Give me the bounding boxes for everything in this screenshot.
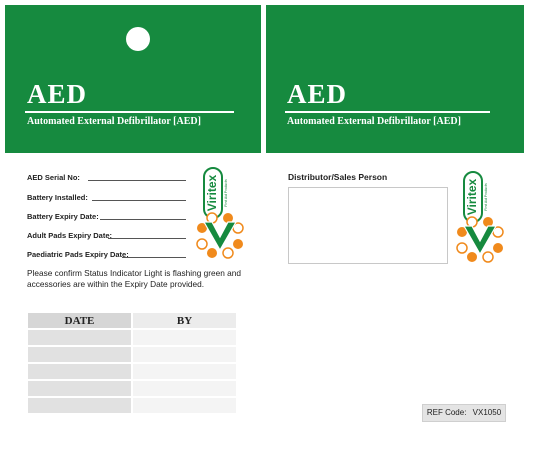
field-line-paediatric-pads[interactable]: [122, 257, 186, 258]
field-label-battery-expiry: Battery Expiry Date:: [27, 212, 99, 221]
table-row: [28, 381, 236, 396]
date-cell[interactable]: [28, 330, 131, 345]
logo-tagline-text: First Aid Products: [483, 183, 488, 211]
back-subtitle: Automated External Defibrillator [AED]: [287, 116, 461, 127]
front-subtitle: Automated External Defibrillator [AED]: [27, 116, 201, 127]
logo-brand-text: Viritex: [205, 174, 220, 212]
by-cell[interactable]: [133, 381, 236, 396]
front-card-header: [5, 5, 261, 153]
front-title: AED: [27, 79, 88, 109]
by-cell[interactable]: [133, 364, 236, 379]
front-title-rule: [25, 111, 234, 113]
table-row: [28, 347, 236, 362]
field-line-battery-expiry[interactable]: [100, 219, 186, 220]
field-line-adult-pads[interactable]: [108, 238, 186, 239]
service-log-table: [26, 311, 238, 415]
field-label-battery-installed: Battery Installed:: [27, 193, 88, 202]
distributor-box[interactable]: [288, 187, 448, 264]
field-label-adult-pads: Adult Pads Expiry Date:: [27, 231, 113, 240]
date-cell[interactable]: [28, 364, 131, 379]
ref-code-box: [422, 404, 506, 422]
date-cell[interactable]: [28, 398, 131, 413]
distributor-label: Distributor/Sales Person: [288, 172, 388, 182]
back-title-rule: [285, 111, 490, 113]
ref-code-label: REF Code:: [426, 408, 467, 417]
field-label-serial: AED Serial No:: [27, 173, 80, 182]
by-cell[interactable]: [133, 330, 236, 345]
field-line-battery-installed[interactable]: [92, 200, 186, 201]
logo-brand-text: Viritex: [465, 178, 480, 216]
viritex-logo-icon: [190, 166, 250, 262]
status-note: Please confirm Status Indicator Light is flashing green and accessories are within the Expiry Date provided.: [27, 268, 241, 289]
column-header-by: BY: [133, 313, 236, 328]
field-label-paediatric-pads: Paediatric Pads Expiry Date:: [27, 250, 129, 259]
by-cell[interactable]: [133, 347, 236, 362]
field-line-serial[interactable]: [88, 180, 186, 181]
by-cell[interactable]: [133, 398, 236, 413]
ref-code-value: VX1050: [472, 408, 502, 417]
back-card-header: [266, 5, 524, 153]
table-row: [28, 330, 236, 345]
date-cell[interactable]: [28, 381, 131, 396]
back-title: AED: [287, 79, 348, 109]
logo-tagline-text: First Aid Products: [223, 179, 228, 207]
date-cell[interactable]: [28, 347, 131, 362]
table-row: [28, 364, 236, 379]
table-row: [28, 398, 236, 413]
punch-hole: [126, 27, 150, 51]
column-header-date: DATE: [28, 313, 131, 328]
viritex-logo-icon: [450, 170, 510, 266]
